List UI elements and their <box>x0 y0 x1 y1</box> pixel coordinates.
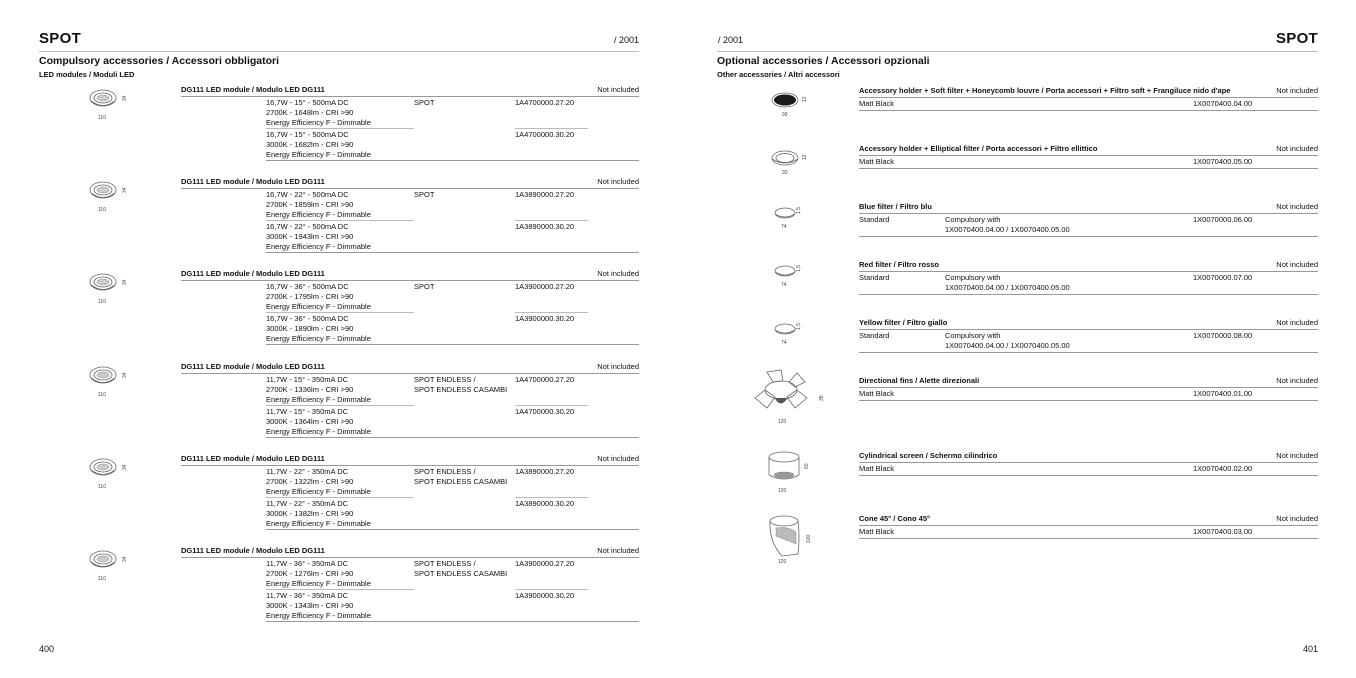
spec-color: 2700K - 1336lm - CRI >90 <box>266 385 354 394</box>
product-code: 1X0070400.05.00 <box>1193 157 1253 166</box>
table-rule <box>859 352 1318 353</box>
dimension-label: 100 <box>806 534 812 543</box>
compatible-type: SPOT <box>414 98 435 107</box>
status-label: Not included <box>597 177 639 186</box>
status-label: Not included <box>1276 202 1318 211</box>
table-rule <box>181 557 639 558</box>
lens-icon <box>773 321 797 337</box>
led-module-icon <box>88 270 118 294</box>
product-block <box>181 177 639 257</box>
compatible-type: SPOT <box>414 190 435 199</box>
product-code: 1X0070000.08.00 <box>1193 331 1253 340</box>
dimension-label: 74 <box>781 282 787 288</box>
dimension-label: 1,5 <box>796 265 802 272</box>
finish-label: Matt Black <box>859 157 895 166</box>
table-rule <box>515 312 588 313</box>
accessory-block <box>859 451 1318 496</box>
product-code: 1A3900000.30.20 <box>515 591 575 600</box>
accessory-block <box>859 86 1318 131</box>
product-block <box>181 362 639 442</box>
table-rule <box>859 525 1318 526</box>
finish-label: Matt Black <box>859 99 895 108</box>
table-rule <box>181 280 639 281</box>
table-rule <box>859 168 1318 169</box>
accessory-title: Directional fins / Alette direzionali <box>859 376 980 385</box>
spec-efficiency: Energy Efficiency F - Dimmable <box>266 302 371 311</box>
spec-power: 16,7W - 15° - 500mA DC <box>266 130 349 139</box>
spec-color: 2700K - 1859lm - CRI >90 <box>266 200 354 209</box>
product-code: 1A4700000.27.20 <box>515 375 575 384</box>
led-module-icon <box>88 455 118 479</box>
dimension-label: 34 <box>122 95 128 101</box>
brand-title: SPOT <box>39 30 82 47</box>
table-rule <box>266 344 639 345</box>
accessory-block <box>859 202 1318 247</box>
spec-efficiency: Energy Efficiency F - Dimmable <box>266 579 371 588</box>
product-code: 1X0070400.04.00 <box>1193 99 1253 108</box>
status-label: Not included <box>1276 144 1318 153</box>
product-title: DG111 LED module / Modulo LED DG111 <box>181 269 325 278</box>
accessory-block <box>859 514 1318 559</box>
dimension-label: 1,5 <box>796 323 802 330</box>
table-rule <box>515 220 588 221</box>
spec-power: 16,7W - 22° - 500mA DC <box>266 222 349 231</box>
product-block <box>181 269 639 349</box>
table-rule <box>859 329 1318 330</box>
accessory-block <box>859 318 1318 363</box>
accessory-title: Red filter / Filtro rosso <box>859 260 940 269</box>
compatible-type: SPOT ENDLESS / <box>414 559 476 568</box>
status-label: Not included <box>597 269 639 278</box>
status-label: Not included <box>597 362 639 371</box>
compatible-type: SPOT ENDLESS / <box>414 467 476 476</box>
family-code: / 2001 <box>614 35 640 45</box>
status-label: Not included <box>1276 376 1318 385</box>
dimension-label: 110 <box>98 576 106 582</box>
product-code: 1A3900000.30.20 <box>515 314 575 323</box>
dimension-label: 110 <box>98 207 106 213</box>
product-title: DG111 LED module / Modulo LED DG111 <box>181 362 325 371</box>
dimension-label: 120 <box>778 419 787 425</box>
compatible-type: SPOT <box>414 282 435 291</box>
table-rule <box>515 405 588 406</box>
spec-efficiency: Energy Efficiency F - Dimmable <box>266 611 371 620</box>
product-title: DG111 LED module / Modulo LED DG111 <box>181 177 325 186</box>
table-rule <box>859 271 1318 272</box>
led-module-icon <box>88 363 118 387</box>
table-rule <box>859 155 1318 156</box>
led-module-icon <box>88 547 118 571</box>
spec-power: 16,7W - 15° - 500mA DC <box>266 98 349 107</box>
compatible-type: SPOT ENDLESS CASAMBI <box>414 477 508 486</box>
page-number: 401 <box>1302 644 1318 654</box>
table-rule <box>859 462 1318 463</box>
spec-power: 16,7W - 36° - 500mA DC <box>266 314 349 323</box>
table-rule <box>859 400 1318 401</box>
spec-power: 11,7W - 22° - 350mA DC <box>266 467 349 476</box>
table-rule <box>266 252 639 253</box>
status-label: Not included <box>1276 260 1318 269</box>
brand-title: SPOT <box>1275 30 1318 47</box>
table-rule <box>266 405 414 406</box>
status-label: Not included <box>597 85 639 94</box>
compatible-type: SPOT ENDLESS / <box>414 375 476 384</box>
status-label: Not included <box>1276 318 1318 327</box>
table-rule <box>266 437 639 438</box>
product-code: 1A4700000.30.20 <box>515 130 575 139</box>
dimension-label: 110 <box>98 299 106 305</box>
finish-label: Standard <box>859 273 890 282</box>
dimension-label: 74 <box>781 340 787 346</box>
spec-efficiency: Energy Efficiency F - Dimmable <box>266 334 371 343</box>
dimension-label: 1,5 <box>796 207 802 214</box>
compatibility-codes: 1X0070400.04.00 / 1X0070400.05.00 <box>945 341 1070 350</box>
subsection-title: Other accessories / Altri accessori <box>717 70 840 79</box>
spec-color: 3000K - 1890lm - CRI >90 <box>266 324 354 333</box>
cylinder-icon <box>766 449 802 483</box>
compatibility-note: Compulsory with <box>945 273 1001 282</box>
dimension-label: 34 <box>122 187 128 193</box>
finish-label: Matt Black <box>859 464 895 473</box>
spec-color: 3000K - 1943lm - CRI >90 <box>266 232 354 241</box>
finish-label: Standard <box>859 215 890 224</box>
table-rule <box>859 97 1318 98</box>
product-code: 1A4700000.27.20 <box>515 98 575 107</box>
accessory-title: Cone 45° / Cono 45° <box>859 514 931 523</box>
accessory-block <box>859 144 1318 189</box>
spec-color: 2700K - 1795lm - CRI >90 <box>266 292 354 301</box>
dimension-label: 93 <box>782 112 788 118</box>
status-label: Not included <box>1276 86 1318 95</box>
section-title: Optional accessories / Accessori opzionali <box>717 55 930 67</box>
dimension-label: 110 <box>98 392 106 398</box>
spec-efficiency: Energy Efficiency F - Dimmable <box>266 150 371 159</box>
dimension-label: 12 <box>802 154 808 160</box>
dimension-label: 120 <box>778 488 787 494</box>
spec-power: 16,7W - 22° - 500mA DC <box>266 190 349 199</box>
status-label: Not included <box>1276 451 1318 460</box>
table-rule <box>181 465 639 466</box>
product-title: DG111 LED module / Modulo LED DG111 <box>181 546 325 555</box>
spec-efficiency: Energy Efficiency F - Dimmable <box>266 242 371 251</box>
dimension-label: 110 <box>98 115 106 121</box>
compatibility-codes: 1X0070400.04.00 / 1X0070400.05.00 <box>945 225 1070 234</box>
ring-icon <box>770 148 800 168</box>
product-code: 1X0070000.07.00 <box>1193 273 1253 282</box>
lens-icon <box>773 263 797 279</box>
product-code: 1A3890000.27.20 <box>515 190 575 199</box>
spec-color: 2700K - 1648lm - CRI >90 <box>266 108 354 117</box>
header-rule <box>39 51 639 52</box>
accessory-title: Yellow filter / Filtro giallo <box>859 318 948 327</box>
accessory-title: Accessory holder + Soft filter + Honeycomb louvre / Porta accessori + Filtro soft + Frangiluce nido d'ape <box>859 86 1231 95</box>
product-block <box>181 454 639 534</box>
table-rule <box>266 160 639 161</box>
table-rule <box>266 529 639 530</box>
status-label: Not included <box>597 546 639 555</box>
product-title: DG111 LED module / Modulo LED DG111 <box>181 85 325 94</box>
spec-power: 11,7W - 22° - 350mA DC <box>266 499 349 508</box>
led-module-icon <box>88 86 118 110</box>
spec-color: 3000K - 1343lm - CRI >90 <box>266 601 354 610</box>
table-rule <box>859 538 1318 539</box>
product-code: 1X0070000.06.00 <box>1193 215 1253 224</box>
dimension-label: 93 <box>782 170 788 176</box>
header-rule <box>717 51 1318 52</box>
dimension-label: 34 <box>122 556 128 562</box>
subsection-title: LED modules / Moduli LED <box>39 70 135 79</box>
right-page <box>678 0 1356 678</box>
table-rule <box>181 188 639 189</box>
product-code: 1A3890000.30.20 <box>515 499 575 508</box>
compatible-type: SPOT ENDLESS CASAMBI <box>414 385 508 394</box>
spec-efficiency: Energy Efficiency F - Dimmable <box>266 395 371 404</box>
dimension-label: 34 <box>122 464 128 470</box>
table-rule <box>515 589 588 590</box>
spec-power: 11,7W - 15° - 350mA DC <box>266 375 349 384</box>
spec-power: 16,7W - 36° - 500mA DC <box>266 282 349 291</box>
spec-color: 3000K - 1364lm - CRI >90 <box>266 417 354 426</box>
dimension-label: 110 <box>98 484 106 490</box>
finish-label: Matt Black <box>859 389 895 398</box>
product-block <box>181 85 639 165</box>
product-code: 1A4700000.30.20 <box>515 407 575 416</box>
section-title: Compulsory accessories / Accessori obbligatori <box>39 55 280 67</box>
spec-efficiency: Energy Efficiency F - Dimmable <box>266 118 371 127</box>
status-label: Not included <box>597 454 639 463</box>
status-label: Not included <box>1276 514 1318 523</box>
table-rule <box>266 312 414 313</box>
table-rule <box>859 294 1318 295</box>
dimension-label: 60 <box>804 463 810 469</box>
product-block <box>181 546 639 626</box>
product-code: 1A3900000.27.20 <box>515 559 575 568</box>
spec-power: 11,7W - 36° - 350mA DC <box>266 559 349 568</box>
spec-power: 11,7W - 15° - 350mA DC <box>266 407 349 416</box>
table-rule <box>859 387 1318 388</box>
compatibility-codes: 1X0070400.04.00 / 1X0070400.05.00 <box>945 283 1070 292</box>
product-code: 1X0070400.03.00 <box>1193 527 1253 536</box>
table-rule <box>266 128 414 129</box>
spec-efficiency: Energy Efficiency F - Dimmable <box>266 210 371 219</box>
dimension-label: 74 <box>781 224 787 230</box>
table-rule <box>266 621 639 622</box>
compatible-type: SPOT ENDLESS CASAMBI <box>414 569 508 578</box>
accessory-title: Cylindrical screen / Schermo cilindrico <box>859 451 998 460</box>
compatibility-note: Compulsory with <box>945 215 1001 224</box>
product-code: 1A3890000.27.20 <box>515 467 575 476</box>
led-module-icon <box>88 178 118 202</box>
spec-efficiency: Energy Efficiency F - Dimmable <box>266 519 371 528</box>
table-rule <box>859 236 1318 237</box>
table-rule <box>859 110 1318 111</box>
table-rule <box>181 373 639 374</box>
table-rule <box>266 220 414 221</box>
table-rule <box>515 497 588 498</box>
dimension-label: 120 <box>778 559 787 565</box>
dimension-label: 34 <box>122 372 128 378</box>
product-code: 1A3890000.30.20 <box>515 222 575 231</box>
dimension-label: 35 <box>819 395 825 401</box>
spec-color: 3000K - 1382lm - CRI >90 <box>266 509 354 518</box>
spec-power: 11,7W - 36° - 350mA DC <box>266 591 349 600</box>
accessory-title: Blue filter / Filtro blu <box>859 202 932 211</box>
family-code: / 2001 <box>718 35 744 45</box>
table-rule <box>266 589 414 590</box>
finish-label: Matt Black <box>859 527 895 536</box>
page-number: 400 <box>39 644 55 654</box>
dark-disc-icon <box>770 90 800 110</box>
table-rule <box>181 96 639 97</box>
spec-efficiency: Energy Efficiency F - Dimmable <box>266 487 371 496</box>
product-code: 1X0070400.01.00 <box>1193 389 1253 398</box>
table-rule <box>859 213 1318 214</box>
product-code: 1X0070400.02.00 <box>1193 464 1253 473</box>
accessory-block <box>859 376 1318 421</box>
spec-color: 2700K - 1322lm - CRI >90 <box>266 477 354 486</box>
finish-label: Standard <box>859 331 890 340</box>
dimension-label: 12 <box>802 96 808 102</box>
spec-efficiency: Energy Efficiency F - Dimmable <box>266 427 371 436</box>
product-code: 1A3900000.27.20 <box>515 282 575 291</box>
cone-icon <box>768 514 802 560</box>
spec-color: 3000K - 1682lm - CRI >90 <box>266 140 354 149</box>
table-rule <box>515 128 588 129</box>
table-rule <box>266 497 414 498</box>
accessory-title: Accessory holder + Elliptical filter / Porta accessori + Filtro ellittico <box>859 144 1098 153</box>
fins-icon <box>753 368 809 412</box>
compatibility-note: Compulsory with <box>945 331 1001 340</box>
table-rule <box>859 475 1318 476</box>
lens-icon <box>773 205 797 221</box>
accessory-block <box>859 260 1318 305</box>
product-title: DG111 LED module / Modulo LED DG111 <box>181 454 325 463</box>
spec-color: 2700K - 1276lm - CRI >90 <box>266 569 354 578</box>
dimension-label: 34 <box>122 279 128 285</box>
